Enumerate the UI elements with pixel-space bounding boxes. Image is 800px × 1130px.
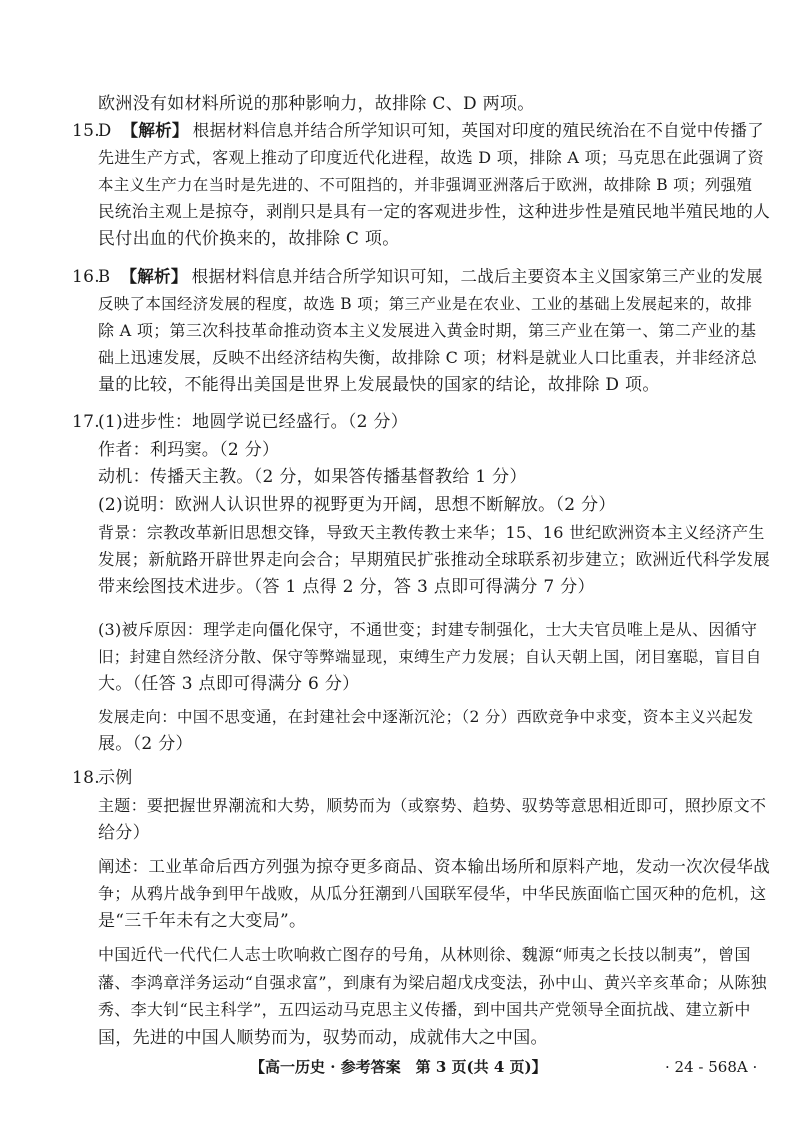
text-line: 作者：利玛窦。（2 分）	[98, 440, 280, 460]
text-line: 本主义生产力在当时是先进的、不可阻挡的，并非强调亚洲落后于欧洲，故排除 B 项；列强殖	[98, 176, 753, 194]
text-line: 量的比较，不能得出美国是世界上发展最快的国家的结论，故排除 D 项。	[98, 375, 660, 395]
question-number-16: 16.	[72, 267, 100, 287]
text-line: 除 A 项；第三次科技革命推动资本主义发展进入黄金时期，第三产业在第一、第二产业的基	[98, 321, 757, 340]
text-line: 民统治主观上是掠夺，剥削只是具有一定的客观进步性，这种进步性是殖民地半殖民地的人	[98, 202, 770, 221]
text-line: 带来绘图技术进步。（答 1 点得 2 分，答 3 点即可得满分 7 分）	[98, 577, 595, 597]
text-line: 秀、李大钊“民主科学”，五四运动马克思主义传播，到中国共产党领导全面抗战、建立新中	[98, 1000, 751, 1019]
text-line: 是“三千年未有之大变局”。	[98, 911, 307, 931]
text-line: 发展；新航路开辟世界走向会合；早期殖民扩张推动全球联系初步建立；欧洲近代科学发展	[98, 550, 770, 569]
answer-letter-15: D	[98, 121, 112, 140]
text-line: 反映了本国经济发展的程度，故选 B 项；第三产业是在农业、工业的基础上发展起来的，故排	[98, 295, 753, 313]
text-line: 发展走向：中国不思变通，在封建社会中逐渐沉沦；（2 分）西欧竞争中求变，资本主义兴起发	[98, 708, 754, 726]
footer-code: · 24 - 568A ·	[665, 1058, 758, 1076]
answer-letter-16: B	[98, 267, 111, 286]
text-line: (3)被斥原因：理学走向僵化保守，不通世变；封建专制强化，士大夫官员唯上是从、因循守	[98, 620, 758, 639]
text-line: 英国对印度的殖民统治在不自觉中传播了	[461, 121, 764, 140]
text-line: 础上迅速发展，反映不出经济结构失衡，故排除 C 项；材料是就业人口比重表，并非经济总	[98, 348, 758, 367]
text-line: 大。（任答 3 点即可得满分 6 分）	[98, 674, 360, 694]
text-line: 先进生产方式，客观上推动了印度近代化进程，故选 D 项，排除 A 项；马克思在此强调了资	[98, 148, 764, 167]
analysis-tag-16: 【解析】	[120, 267, 188, 286]
text-line: 中国近代一代代仁人志士吹响救亡图存的号角，从林则徐、魏源“师夷之长技以制夷”，曾国	[98, 945, 751, 964]
text-line: 旧；封建自然经济分散、保守等弊端显现，束缚生产力发展；自认天朝上国，闭目塞聪，盲目自	[98, 648, 762, 666]
text-line: 民付出血的代价换来的，故排除 C 项。	[98, 229, 400, 249]
text-line: (2)说明：欧洲人认识世界的视野更为开阔，思想不断解放。（2 分）	[98, 495, 616, 515]
lead-text-16: 根据材料信息并结合所学知识可知，	[191, 267, 461, 286]
text-line: 欧洲没有如材料所说的那种影响力，故排除 C、D 两项。	[98, 94, 535, 114]
text-line: 争；从鸦片战争到甲午战败，从瓜分狂潮到八国联军侵华，中华民族面临亡国灭种的危机，这	[98, 884, 767, 903]
text-line: 主题：要把握世界潮流和大势，顺势而为（或察势、趋势、驭势等意思相近即可，照抄原文不	[98, 796, 767, 815]
question-number-18: 18.	[72, 768, 100, 788]
lead-text-15: 根据材料信息并结合所学知识可知，	[192, 121, 462, 140]
text-line: 给分）	[98, 823, 150, 843]
text-line: 背景：宗教改革新旧思想交锋，导致天主教传教士来华；15、16 世纪欧洲资本主义经济产生	[98, 523, 765, 542]
text-line: 动机：传播天主教。（2 分，如果答传播基督教给 1 分）	[98, 467, 527, 487]
question-15-first-line	[98, 120, 764, 142]
text-line: 示例	[98, 768, 133, 788]
text-line: 阐述：工业革命后西方列强为掠夺更多商品、资本输出场所和原料产地，发动一次次侵华战	[98, 857, 770, 876]
question-number-17: 17.	[72, 412, 100, 432]
question-16-first-line	[98, 266, 763, 288]
text-line: 二战后主要资本主义国家第三产业的发展	[460, 267, 763, 286]
footer-page-info: 【高一历史 · 参考答案 第 3 页(共 4 页)】	[250, 1058, 547, 1076]
text-line: (1)进步性：地圆学说已经盛行。（2 分）	[98, 412, 409, 432]
analysis-tag-15: 【解析】	[121, 121, 189, 140]
text-line: 展。（2 分）	[98, 734, 193, 754]
question-number-15: 15.	[72, 121, 100, 141]
text-line: 国，先进的中国人顺势而为，驭势而动，成就伟大之中国。	[98, 1028, 548, 1048]
text-line: 藩、李鸿章洋务运动“自强求富”，到康有为梁启超戊戌变法，孙中山、黄兴辛亥革命；从陈独	[98, 973, 767, 992]
